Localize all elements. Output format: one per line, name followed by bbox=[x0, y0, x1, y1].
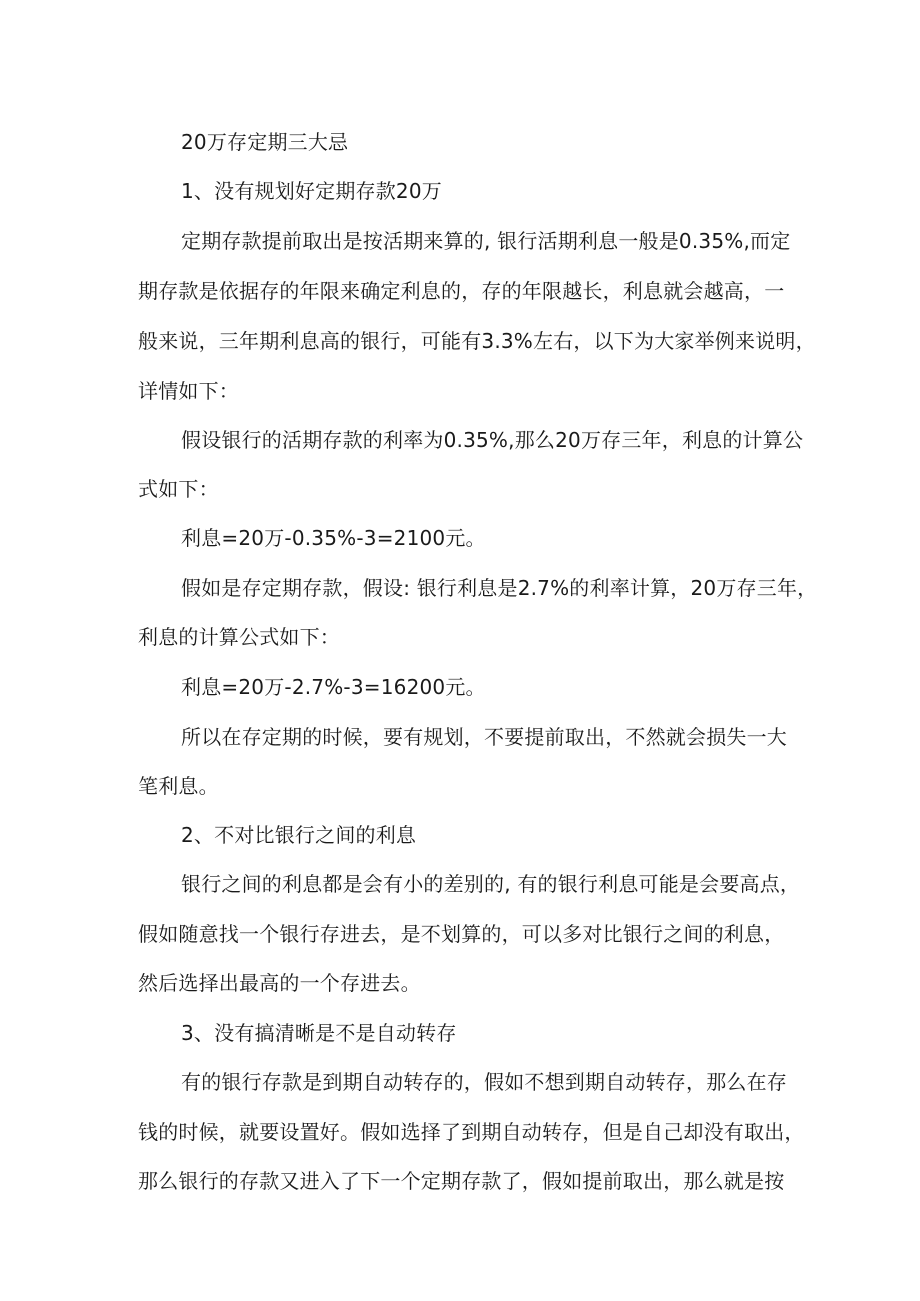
paragraph-line: 式如下： bbox=[138, 477, 219, 501]
paragraph-line: 详情如下： bbox=[138, 379, 239, 403]
paragraph-line: 定期存款提前取出是按活期来算的, 银行活期利息一般是0.35%,而定 bbox=[181, 229, 791, 253]
section-3-heading: 3、没有搞清晰是不是自动转存 bbox=[181, 1021, 457, 1045]
paragraph-line: 假如随意找一个银行存进去，是不划算的，可以多对比银行之间的利息， bbox=[138, 922, 785, 946]
document-title: 20万存定期三大忌 bbox=[181, 130, 349, 154]
formula-line: 利息=20万-0.35%-3=2100元。 bbox=[181, 526, 486, 550]
paragraph-line: 所以在存定期的时候，要有规划，不要提前取出，不然就会损失一大 bbox=[181, 725, 787, 749]
paragraph-line: 笔利息。 bbox=[138, 774, 219, 798]
paragraph-line: 然后选择出最高的一个存进去。 bbox=[138, 971, 421, 995]
paragraph-line: 假如是存定期存款，假设: 银行利息是2.7%的利率计算，20万存三年， bbox=[181, 576, 818, 600]
paragraph-line: 银行之间的利息都是会有小的差别的, 有的银行利息可能是会要高点， bbox=[181, 872, 801, 896]
section-1-heading: 1、没有规划好定期存款20万 bbox=[181, 179, 442, 203]
paragraph-line: 假设银行的活期存款的利率为0.35%,那么20万存三年，利息的计算公 bbox=[181, 428, 804, 452]
paragraph-line: 有的银行存款是到期自动转存的，假如不想到期自动转存，那么在存 bbox=[181, 1070, 787, 1094]
paragraph-line: 那么银行的存款又进入了下一个定期存款了，假如提前取出，那么就是按 bbox=[138, 1169, 785, 1193]
formula-line: 利息=20万-2.7%-3=16200元。 bbox=[181, 675, 486, 699]
paragraph-line: 钱的时候，就要设置好。假如选择了到期自动转存，但是自己却没有取出， bbox=[138, 1120, 805, 1144]
paragraph-line: 期存款是依据存的年限来确定利息的，存的年限越长，利息就会越高，一 bbox=[138, 279, 785, 303]
paragraph-line: 利息的计算公式如下： bbox=[138, 625, 340, 649]
paragraph-line: 般来说，三年期利息高的银行，可能有3.3%左右，以下为大家举例来说明， bbox=[138, 329, 816, 353]
section-2-heading: 2、不对比银行之间的利息 bbox=[181, 823, 417, 847]
